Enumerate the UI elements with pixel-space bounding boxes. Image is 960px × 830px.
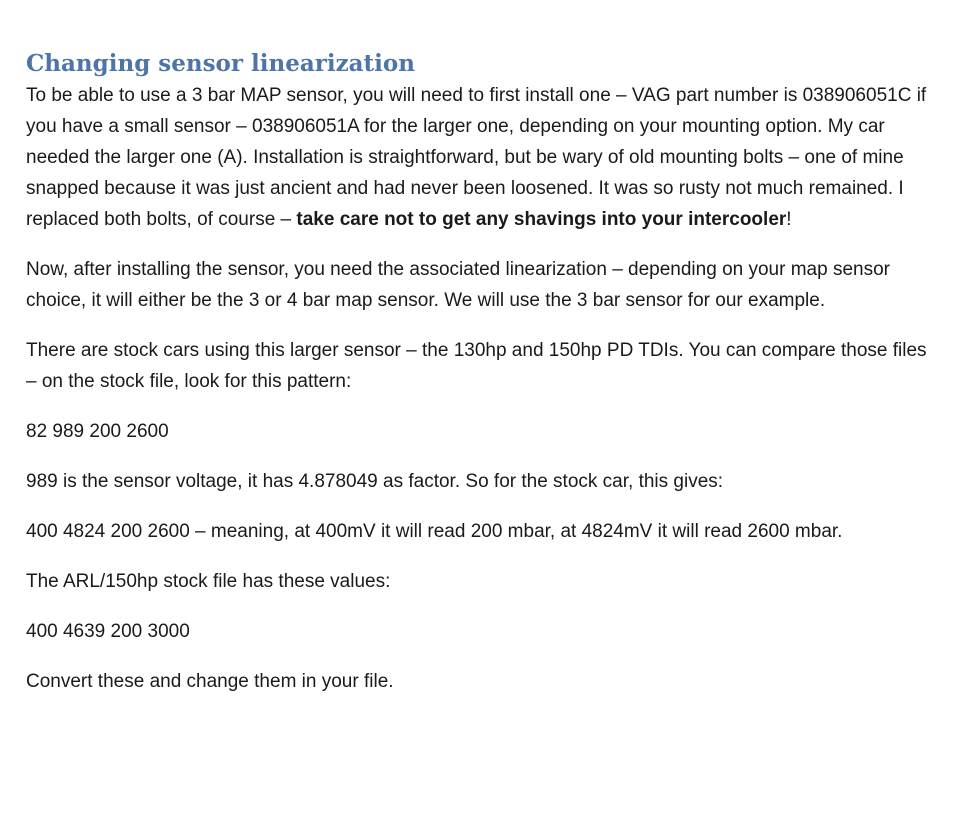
document-page xyxy=(26,48,938,716)
exclamation: ! xyxy=(786,209,792,230)
pattern-value: 82 989 200 2600 xyxy=(26,421,169,442)
paragraph-install-sensor xyxy=(26,80,938,235)
arl-values: 400 4639 200 3000 xyxy=(26,621,190,642)
paragraph-factor: 989 is the sensor voltage, it has 4.878049 as factor. So for the stock car, this gives: xyxy=(26,471,724,492)
paragraph-linearization: Now, after installing the sensor, you need the associated linearization – depending on your map sensor choice, it will either be the 3 or 4 bar map sensor. We will use the 3 bar sensor for our example. xyxy=(26,259,890,311)
paragraph-install-text: To be able to use a 3 bar MAP sensor, you will need to first install one – VAG part number is 038906051C if you have a small sensor – 038906051A for the larger one, depending on your mounting option. My car needed the larger one (A). Installation is straightforward, but be wary of old mounting bolts – one of mine snapped because it was just ancient and had never been loosened. It was so rusty not much remained. I replaced both bolts, of course – xyxy=(26,85,927,230)
paragraph-convert: Convert these and change them in your file. xyxy=(26,671,394,692)
paragraph-stock-cars: There are stock cars using this larger sensor – the 130hp and 150hp PD TDIs. You can compare those files – on the stock file, look for this pattern: xyxy=(26,340,927,392)
paragraph-arl-file: The ARL/150hp stock file has these values: xyxy=(26,571,391,592)
paragraph-meaning: 400 4824 200 2600 – meaning, at 400mV it will read 200 mbar, at 4824mV it will read 2600 mbar. xyxy=(26,521,843,542)
section-heading: Changing sensor linearization xyxy=(26,50,415,77)
bold-warning: take care not to get any shavings into your intercooler xyxy=(296,209,787,230)
